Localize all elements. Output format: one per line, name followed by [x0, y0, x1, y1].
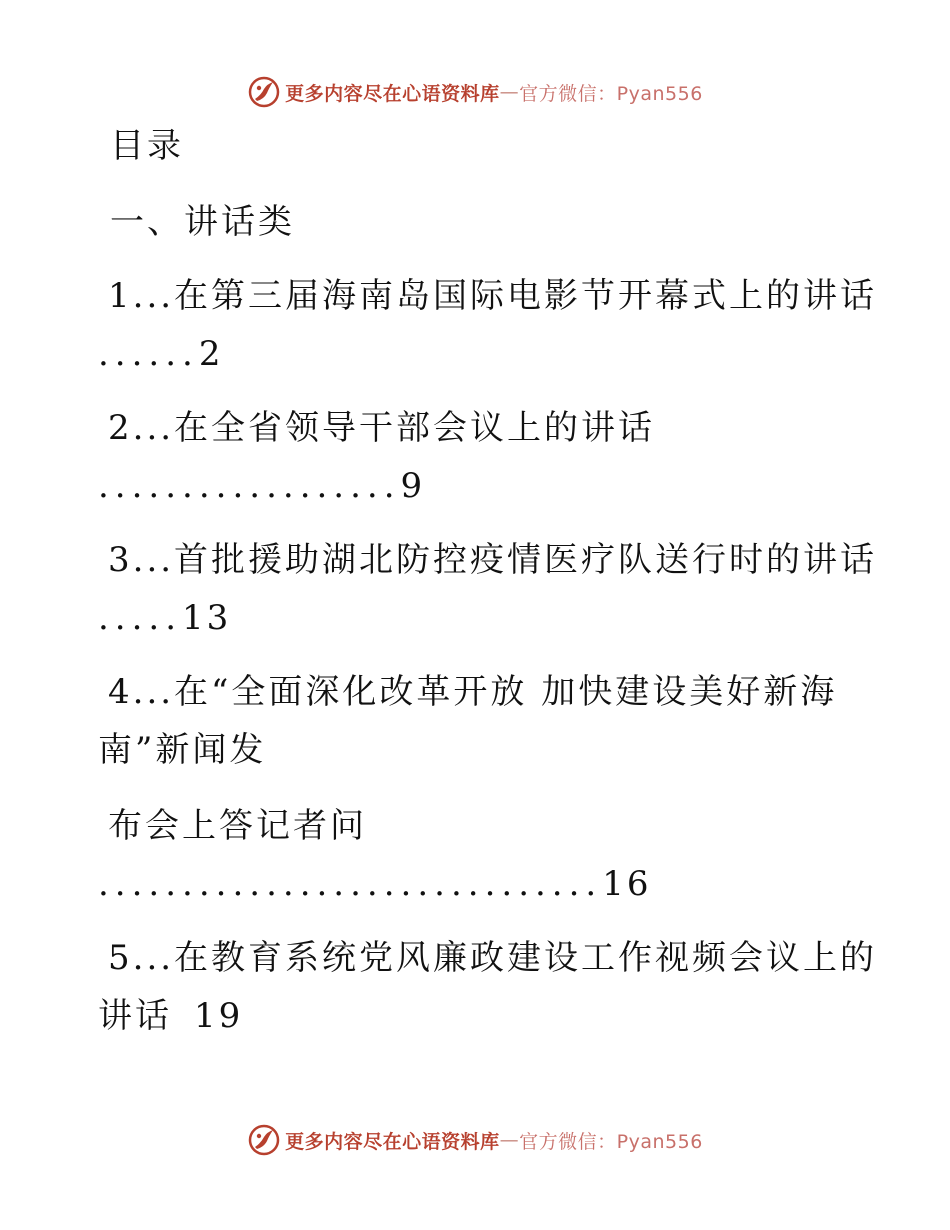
toc-heading: 目录 [110, 126, 184, 166]
toc-item-5-page: 19 [194, 996, 244, 1036]
toc-item-4-title-line3[interactable]: 布会上答记者问 [108, 806, 367, 846]
pen-logo-icon [247, 75, 281, 109]
toc-item-2-page: 9 [400, 466, 426, 506]
toc-item-4-title-line1[interactable]: 4...在“全面深化改革开放 加快建设美好新海 [108, 672, 838, 712]
toc-item-4-page: 16 [602, 864, 652, 904]
toc-item-1-title[interactable]: 1...在第三届海南岛国际电影节开幕式上的讲话 [108, 276, 878, 316]
banner-dash: — [499, 1129, 520, 1151]
toc-item-4-leader [98, 864, 652, 904]
footer-banner [0, 1120, 950, 1160]
toc-item-3-leader [98, 598, 231, 638]
toc-item-2-dots: .................. [98, 466, 401, 506]
toc-item-3-page: 13 [182, 598, 232, 638]
toc-item-3-dots: ..... [98, 598, 183, 638]
banner-title: 更多内容尽在心语资料库 [285, 82, 500, 105]
toc-item-4-dots: .............................. [98, 864, 603, 904]
toc-item-2-title[interactable]: 2...在全省领导干部会议上的讲话 [108, 408, 656, 448]
toc-item-5-title-line1[interactable]: 5...在教育系统党风廉政建设工作视频会议上的 [108, 938, 878, 978]
banner-wechat: 官方微信：Pyan556 [519, 1130, 703, 1153]
toc-item-1-dots: ...... [98, 334, 199, 374]
toc-item-5-title-line2-row [98, 996, 243, 1036]
toc-item-2-leader [98, 466, 425, 506]
toc-item-4-title-line2[interactable]: 南”新闻发 [98, 730, 267, 770]
header-banner [0, 72, 950, 112]
toc-item-1-leader [98, 334, 224, 374]
toc-item-5-title-line2[interactable]: 讲话 [98, 996, 172, 1036]
banner-wechat: 官方微信：Pyan556 [519, 82, 703, 105]
toc-item-3-title[interactable]: 3...首批援助湖北防控疫情医疗队送行时的讲话 [108, 540, 878, 580]
banner-dash: — [499, 81, 520, 103]
toc-item-1-page: 2 [198, 334, 224, 374]
toc-section-speeches: 一、讲话类 [110, 202, 295, 242]
pen-logo-icon [247, 1123, 281, 1157]
banner-title: 更多内容尽在心语资料库 [285, 1130, 500, 1153]
